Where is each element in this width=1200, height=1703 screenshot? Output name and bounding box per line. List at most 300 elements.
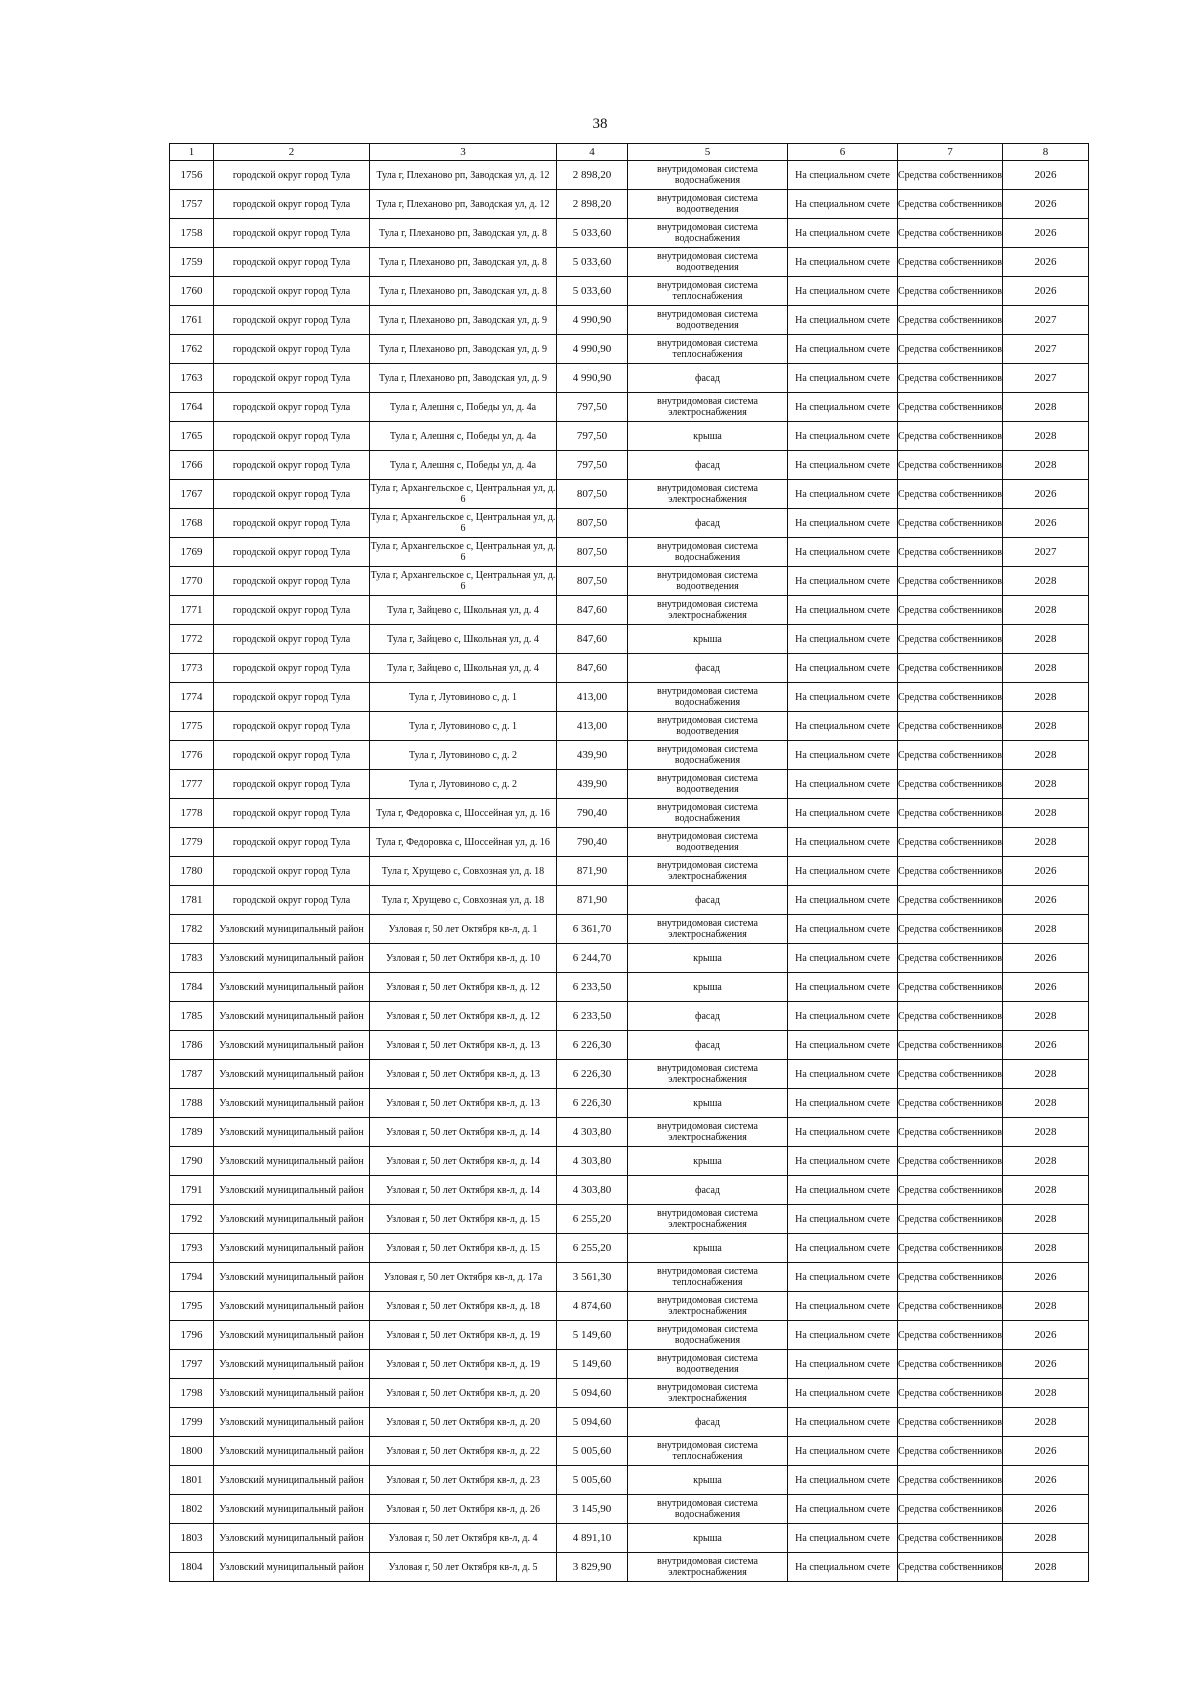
- funding-source-cell: Средства собственников: [898, 1147, 1003, 1176]
- row-number-cell: 1796: [170, 1321, 214, 1350]
- area-cell: 5 033,60: [557, 277, 628, 306]
- address-cell: Тула г, Лутовиново с, д. 1: [370, 712, 557, 741]
- fund-account-cell: На специальном счете: [788, 509, 898, 538]
- year-cell: 2027: [1003, 306, 1089, 335]
- address-cell: Узловая г, 50 лет Октября кв-л, д. 19: [370, 1321, 557, 1350]
- municipality-cell: Узловский муниципальный район: [214, 1524, 370, 1553]
- row-number-cell: 1781: [170, 886, 214, 915]
- row-number-cell: 1775: [170, 712, 214, 741]
- work-type-cell: внутридомовая система электроснабжения: [628, 1118, 788, 1147]
- area-cell: 6 226,30: [557, 1060, 628, 1089]
- table-row: [170, 944, 1089, 973]
- table-row: [170, 1466, 1089, 1495]
- area-cell: 847,60: [557, 625, 628, 654]
- work-type-cell: внутридомовая система водоотведения: [628, 567, 788, 596]
- area-cell: 871,90: [557, 886, 628, 915]
- fund-account-cell: На специальном счете: [788, 1060, 898, 1089]
- municipality-cell: городской округ город Тула: [214, 161, 370, 190]
- year-cell: 2026: [1003, 1350, 1089, 1379]
- municipality-cell: городской округ город Тула: [214, 451, 370, 480]
- area-cell: 6 226,30: [557, 1031, 628, 1060]
- row-number-cell: 1799: [170, 1408, 214, 1437]
- row-number-cell: 1783: [170, 944, 214, 973]
- row-number-cell: 1792: [170, 1205, 214, 1234]
- municipality-cell: городской округ город Тула: [214, 741, 370, 770]
- table-row: [170, 509, 1089, 538]
- year-cell: 2028: [1003, 393, 1089, 422]
- address-cell: Узловая г, 50 лет Октября кв-л, д. 19: [370, 1350, 557, 1379]
- area-cell: 847,60: [557, 654, 628, 683]
- area-cell: 5 033,60: [557, 248, 628, 277]
- fund-account-cell: На специальном счете: [788, 567, 898, 596]
- municipality-cell: Узловский муниципальный район: [214, 1031, 370, 1060]
- fund-account-cell: На специальном счете: [788, 1553, 898, 1582]
- area-cell: 5 033,60: [557, 219, 628, 248]
- row-number-cell: 1774: [170, 683, 214, 712]
- table-row: [170, 190, 1089, 219]
- municipality-cell: Узловский муниципальный район: [214, 1118, 370, 1147]
- fund-account-cell: На специальном счете: [788, 973, 898, 1002]
- column-header: 3: [370, 144, 557, 161]
- fund-account-cell: На специальном счете: [788, 625, 898, 654]
- fund-account-cell: На специальном счете: [788, 712, 898, 741]
- fund-account-cell: На специальном счете: [788, 538, 898, 567]
- work-type-cell: внутридомовая система электроснабжения: [628, 1060, 788, 1089]
- address-cell: Тула г, Зайцево с, Школьная ул, д. 4: [370, 596, 557, 625]
- row-number-cell: 1756: [170, 161, 214, 190]
- fund-account-cell: На специальном счете: [788, 1321, 898, 1350]
- year-cell: 2028: [1003, 451, 1089, 480]
- table-row: [170, 1147, 1089, 1176]
- row-number-cell: 1786: [170, 1031, 214, 1060]
- year-cell: 2026: [1003, 1031, 1089, 1060]
- municipality-cell: Узловский муниципальный район: [214, 1263, 370, 1292]
- row-number-cell: 1764: [170, 393, 214, 422]
- address-cell: Тула г, Лутовиново с, д. 1: [370, 683, 557, 712]
- funding-source-cell: Средства собственников: [898, 1350, 1003, 1379]
- work-type-cell: внутридомовая система электроснабжения: [628, 915, 788, 944]
- fund-account-cell: На специальном счете: [788, 1002, 898, 1031]
- funding-source-cell: Средства собственников: [898, 1292, 1003, 1321]
- capital-repair-table: [169, 143, 1089, 1582]
- work-type-cell: фасад: [628, 886, 788, 915]
- year-cell: 2026: [1003, 248, 1089, 277]
- work-type-cell: фасад: [628, 654, 788, 683]
- row-number-cell: 1795: [170, 1292, 214, 1321]
- address-cell: Тула г, Плеханово рп, Заводская ул, д. 9: [370, 306, 557, 335]
- funding-source-cell: Средства собственников: [898, 944, 1003, 973]
- row-number-cell: 1802: [170, 1495, 214, 1524]
- address-cell: Тула г, Федоровка с, Шоссейная ул, д. 16: [370, 799, 557, 828]
- table-row: [170, 393, 1089, 422]
- fund-account-cell: На специальном счете: [788, 1408, 898, 1437]
- municipality-cell: городской округ город Тула: [214, 509, 370, 538]
- work-type-cell: внутридомовая система водоснабжения: [628, 683, 788, 712]
- row-number-cell: 1763: [170, 364, 214, 393]
- row-number-cell: 1768: [170, 509, 214, 538]
- address-cell: Тула г, Федоровка с, Шоссейная ул, д. 16: [370, 828, 557, 857]
- funding-source-cell: Средства собственников: [898, 277, 1003, 306]
- table-row: [170, 422, 1089, 451]
- table-row: [170, 1437, 1089, 1466]
- row-number-cell: 1782: [170, 915, 214, 944]
- area-cell: 797,50: [557, 393, 628, 422]
- municipality-cell: Узловский муниципальный район: [214, 1176, 370, 1205]
- table-row: [170, 799, 1089, 828]
- municipality-cell: Узловский муниципальный район: [214, 915, 370, 944]
- address-cell: Узловая г, 50 лет Октября кв-л, д. 26: [370, 1495, 557, 1524]
- municipality-cell: городской округ город Тула: [214, 683, 370, 712]
- year-cell: 2026: [1003, 973, 1089, 1002]
- row-number-cell: 1788: [170, 1089, 214, 1118]
- fund-account-cell: На специальном счете: [788, 161, 898, 190]
- row-number-cell: 1770: [170, 567, 214, 596]
- year-cell: 2026: [1003, 219, 1089, 248]
- area-cell: 6 244,70: [557, 944, 628, 973]
- funding-source-cell: Средства собственников: [898, 248, 1003, 277]
- funding-source-cell: Средства собственников: [898, 1466, 1003, 1495]
- row-number-cell: 1803: [170, 1524, 214, 1553]
- funding-source-cell: Средства собственников: [898, 886, 1003, 915]
- address-cell: Тула г, Алешня с, Победы ул, д. 4а: [370, 393, 557, 422]
- year-cell: 2028: [1003, 654, 1089, 683]
- area-cell: 5 149,60: [557, 1321, 628, 1350]
- table-row: [170, 1321, 1089, 1350]
- area-cell: 6 233,50: [557, 973, 628, 1002]
- fund-account-cell: На специальном счете: [788, 1524, 898, 1553]
- municipality-cell: городской округ город Тула: [214, 567, 370, 596]
- year-cell: 2028: [1003, 1089, 1089, 1118]
- row-number-cell: 1793: [170, 1234, 214, 1263]
- fund-account-cell: На специальном счете: [788, 422, 898, 451]
- address-cell: Узловая г, 50 лет Октября кв-л, д. 14: [370, 1147, 557, 1176]
- area-cell: 5 094,60: [557, 1408, 628, 1437]
- work-type-cell: крыша: [628, 1466, 788, 1495]
- funding-source-cell: Средства собственников: [898, 1321, 1003, 1350]
- fund-account-cell: На специальном счете: [788, 886, 898, 915]
- table-row: [170, 364, 1089, 393]
- municipality-cell: городской округ город Тула: [214, 828, 370, 857]
- municipality-cell: Узловский муниципальный район: [214, 973, 370, 1002]
- row-number-cell: 1784: [170, 973, 214, 1002]
- work-type-cell: крыша: [628, 1524, 788, 1553]
- municipality-cell: городской округ город Тула: [214, 770, 370, 799]
- funding-source-cell: Средства собственников: [898, 567, 1003, 596]
- table-row: [170, 538, 1089, 567]
- address-cell: Узловая г, 50 лет Октября кв-л, д. 13: [370, 1060, 557, 1089]
- area-cell: 790,40: [557, 799, 628, 828]
- municipality-cell: городской округ город Тула: [214, 393, 370, 422]
- funding-source-cell: Средства собственников: [898, 1495, 1003, 1524]
- municipality-cell: Узловский муниципальный район: [214, 1060, 370, 1089]
- municipality-cell: Узловский муниципальный район: [214, 1147, 370, 1176]
- funding-source-cell: Средства собственников: [898, 1263, 1003, 1292]
- row-number-cell: 1773: [170, 654, 214, 683]
- fund-account-cell: На специальном счете: [788, 393, 898, 422]
- table-row: [170, 1379, 1089, 1408]
- address-cell: Тула г, Плеханово рп, Заводская ул, д. 9: [370, 364, 557, 393]
- work-type-cell: внутридомовая система теплоснабжения: [628, 1263, 788, 1292]
- fund-account-cell: На специальном счете: [788, 1350, 898, 1379]
- municipality-cell: городской округ город Тула: [214, 538, 370, 567]
- funding-source-cell: Средства собственников: [898, 1002, 1003, 1031]
- address-cell: Узловая г, 50 лет Октября кв-л, д. 12: [370, 973, 557, 1002]
- row-number-cell: 1778: [170, 799, 214, 828]
- funding-source-cell: Средства собственников: [898, 973, 1003, 1002]
- address-cell: Тула г, Лутовиново с, д. 2: [370, 770, 557, 799]
- column-header: 5: [628, 144, 788, 161]
- table-row: [170, 1350, 1089, 1379]
- funding-source-cell: Средства собственников: [898, 480, 1003, 509]
- table-row: [170, 1524, 1089, 1553]
- area-cell: 3 829,90: [557, 1553, 628, 1582]
- municipality-cell: Узловский муниципальный район: [214, 1408, 370, 1437]
- row-number-cell: 1757: [170, 190, 214, 219]
- year-cell: 2028: [1003, 1292, 1089, 1321]
- row-number-cell: 1800: [170, 1437, 214, 1466]
- area-cell: 2 898,20: [557, 190, 628, 219]
- year-cell: 2028: [1003, 1205, 1089, 1234]
- funding-source-cell: Средства собственников: [898, 1176, 1003, 1205]
- funding-source-cell: Средства собственников: [898, 828, 1003, 857]
- funding-source-cell: Средства собственников: [898, 1408, 1003, 1437]
- work-type-cell: крыша: [628, 1089, 788, 1118]
- address-cell: Тула г, Плеханово рп, Заводская ул, д. 9: [370, 335, 557, 364]
- year-cell: 2028: [1003, 1176, 1089, 1205]
- row-number-cell: 1771: [170, 596, 214, 625]
- work-type-cell: внутридомовая система электроснабжения: [628, 857, 788, 886]
- fund-account-cell: На специальном счете: [788, 944, 898, 973]
- address-cell: Тула г, Плеханово рп, Заводская ул, д. 8: [370, 219, 557, 248]
- address-cell: Узловая г, 50 лет Октября кв-л, д. 14: [370, 1118, 557, 1147]
- column-header: 7: [898, 144, 1003, 161]
- area-cell: 6 255,20: [557, 1205, 628, 1234]
- area-cell: 807,50: [557, 538, 628, 567]
- row-number-cell: 1801: [170, 1466, 214, 1495]
- row-number-cell: 1777: [170, 770, 214, 799]
- area-cell: 3 561,30: [557, 1263, 628, 1292]
- funding-source-cell: Средства собственников: [898, 1524, 1003, 1553]
- table-row: [170, 248, 1089, 277]
- work-type-cell: внутридомовая система электроснабжения: [628, 596, 788, 625]
- year-cell: 2028: [1003, 1553, 1089, 1582]
- funding-source-cell: Средства собственников: [898, 1379, 1003, 1408]
- funding-source-cell: Средства собственников: [898, 1089, 1003, 1118]
- year-cell: 2028: [1003, 567, 1089, 596]
- year-cell: 2028: [1003, 1147, 1089, 1176]
- municipality-cell: Узловский муниципальный район: [214, 944, 370, 973]
- address-cell: Узловая г, 50 лет Октября кв-л, д. 12: [370, 1002, 557, 1031]
- year-cell: 2028: [1003, 712, 1089, 741]
- municipality-cell: городской округ город Тула: [214, 335, 370, 364]
- row-number-cell: 1794: [170, 1263, 214, 1292]
- fund-account-cell: На специальном счете: [788, 1205, 898, 1234]
- year-cell: 2026: [1003, 277, 1089, 306]
- area-cell: 5 005,60: [557, 1466, 628, 1495]
- municipality-cell: городской округ город Тула: [214, 364, 370, 393]
- column-header: 6: [788, 144, 898, 161]
- municipality-cell: Узловский муниципальный район: [214, 1495, 370, 1524]
- municipality-cell: Узловский муниципальный район: [214, 1292, 370, 1321]
- funding-source-cell: Средства собственников: [898, 190, 1003, 219]
- work-type-cell: крыша: [628, 1147, 788, 1176]
- work-type-cell: внутридомовая система теплоснабжения: [628, 1437, 788, 1466]
- municipality-cell: Узловский муниципальный район: [214, 1002, 370, 1031]
- address-cell: Тула г, Алешня с, Победы ул, д. 4а: [370, 422, 557, 451]
- address-cell: Узловая г, 50 лет Октября кв-л, д. 13: [370, 1089, 557, 1118]
- fund-account-cell: На специальном счете: [788, 335, 898, 364]
- work-type-cell: крыша: [628, 1234, 788, 1263]
- page-number: 38: [592, 116, 608, 132]
- fund-account-cell: На специальном счете: [788, 857, 898, 886]
- funding-source-cell: Средства собственников: [898, 1031, 1003, 1060]
- funding-source-cell: Средства собственников: [898, 1437, 1003, 1466]
- address-cell: Узловая г, 50 лет Октября кв-л, д. 14: [370, 1176, 557, 1205]
- area-cell: 4 303,80: [557, 1147, 628, 1176]
- work-type-cell: крыша: [628, 973, 788, 1002]
- area-cell: 871,90: [557, 857, 628, 886]
- funding-source-cell: Средства собственников: [898, 741, 1003, 770]
- area-cell: 797,50: [557, 451, 628, 480]
- funding-source-cell: Средства собственников: [898, 1234, 1003, 1263]
- address-cell: Тула г, Архангельское с, Центральная ул, д. 6: [370, 480, 557, 509]
- year-cell: 2028: [1003, 828, 1089, 857]
- table-row: [170, 973, 1089, 1002]
- fund-account-cell: На специальном счете: [788, 596, 898, 625]
- municipality-cell: городской округ город Тула: [214, 190, 370, 219]
- funding-source-cell: Средства собственников: [898, 654, 1003, 683]
- row-number-cell: 1780: [170, 857, 214, 886]
- area-cell: 807,50: [557, 509, 628, 538]
- work-type-cell: внутридомовая система электроснабжения: [628, 393, 788, 422]
- year-cell: 2028: [1003, 799, 1089, 828]
- column-header: 4: [557, 144, 628, 161]
- table-row: [170, 161, 1089, 190]
- work-type-cell: внутридомовая система водоснабжения: [628, 161, 788, 190]
- column-header: 2: [214, 144, 370, 161]
- fund-account-cell: На специальном счете: [788, 741, 898, 770]
- year-cell: 2028: [1003, 1524, 1089, 1553]
- funding-source-cell: Средства собственников: [898, 509, 1003, 538]
- address-cell: Узловая г, 50 лет Октября кв-л, д. 15: [370, 1234, 557, 1263]
- table-row: [170, 1495, 1089, 1524]
- funding-source-cell: Средства собственников: [898, 219, 1003, 248]
- fund-account-cell: На специальном счете: [788, 770, 898, 799]
- year-cell: 2026: [1003, 480, 1089, 509]
- year-cell: 2026: [1003, 1495, 1089, 1524]
- address-cell: Тула г, Архангельское с, Центральная ул, д. 6: [370, 567, 557, 596]
- funding-source-cell: Средства собственников: [898, 451, 1003, 480]
- area-cell: 5 149,60: [557, 1350, 628, 1379]
- fund-account-cell: На специальном счете: [788, 1147, 898, 1176]
- address-cell: Тула г, Архангельское с, Центральная ул, д. 6: [370, 509, 557, 538]
- address-cell: Тула г, Зайцево с, Школьная ул, д. 4: [370, 625, 557, 654]
- table-row: [170, 1002, 1089, 1031]
- area-cell: 4 874,60: [557, 1292, 628, 1321]
- row-number-cell: 1779: [170, 828, 214, 857]
- area-cell: 4 303,80: [557, 1176, 628, 1205]
- fund-account-cell: На специальном счете: [788, 248, 898, 277]
- work-type-cell: фасад: [628, 1176, 788, 1205]
- work-type-cell: крыша: [628, 944, 788, 973]
- row-number-cell: 1766: [170, 451, 214, 480]
- table-row: [170, 1234, 1089, 1263]
- work-type-cell: внутридомовая система водоотведения: [628, 248, 788, 277]
- table-row: [170, 683, 1089, 712]
- table-row: [170, 567, 1089, 596]
- work-type-cell: внутридомовая система теплоснабжения: [628, 277, 788, 306]
- row-number-cell: 1785: [170, 1002, 214, 1031]
- funding-source-cell: Средства собственников: [898, 161, 1003, 190]
- municipality-cell: городской округ город Тула: [214, 625, 370, 654]
- row-number-cell: 1760: [170, 277, 214, 306]
- work-type-cell: фасад: [628, 1031, 788, 1060]
- year-cell: 2027: [1003, 335, 1089, 364]
- work-type-cell: внутридомовая система водоснабжения: [628, 1321, 788, 1350]
- funding-source-cell: Средства собственников: [898, 422, 1003, 451]
- municipality-cell: Узловский муниципальный район: [214, 1379, 370, 1408]
- work-type-cell: крыша: [628, 422, 788, 451]
- fund-account-cell: На специальном счете: [788, 480, 898, 509]
- address-cell: Узловая г, 50 лет Октября кв-л, д. 5: [370, 1553, 557, 1582]
- year-cell: 2026: [1003, 161, 1089, 190]
- municipality-cell: городской округ город Тула: [214, 712, 370, 741]
- funding-source-cell: Средства собственников: [898, 712, 1003, 741]
- work-type-cell: внутридомовая система электроснабжения: [628, 1292, 788, 1321]
- address-cell: Тула г, Лутовиново с, д. 2: [370, 741, 557, 770]
- year-cell: 2028: [1003, 915, 1089, 944]
- work-type-cell: фасад: [628, 364, 788, 393]
- fund-account-cell: На специальном счете: [788, 277, 898, 306]
- year-cell: 2027: [1003, 538, 1089, 567]
- fund-account-cell: На специальном счете: [788, 1466, 898, 1495]
- row-number-cell: 1804: [170, 1553, 214, 1582]
- row-number-cell: 1762: [170, 335, 214, 364]
- year-cell: 2028: [1003, 596, 1089, 625]
- row-number-cell: 1759: [170, 248, 214, 277]
- row-number-cell: 1761: [170, 306, 214, 335]
- fund-account-cell: На специальном счете: [788, 364, 898, 393]
- address-cell: Узловая г, 50 лет Октября кв-л, д. 20: [370, 1379, 557, 1408]
- address-cell: Тула г, Плеханово рп, Заводская ул, д. 12: [370, 190, 557, 219]
- municipality-cell: Узловский муниципальный район: [214, 1234, 370, 1263]
- funding-source-cell: Средства собственников: [898, 538, 1003, 567]
- work-type-cell: внутридомовая система водоотведения: [628, 1350, 788, 1379]
- municipality-cell: Узловский муниципальный район: [214, 1089, 370, 1118]
- table-body: [170, 161, 1089, 1582]
- fund-account-cell: На специальном счете: [788, 1176, 898, 1205]
- municipality-cell: Узловский муниципальный район: [214, 1466, 370, 1495]
- municipality-cell: городской округ город Тула: [214, 799, 370, 828]
- table-row: [170, 335, 1089, 364]
- work-type-cell: внутридомовая система водоснабжения: [628, 219, 788, 248]
- row-number-cell: 1769: [170, 538, 214, 567]
- work-type-cell: внутридомовая система теплоснабжения: [628, 335, 788, 364]
- year-cell: 2028: [1003, 683, 1089, 712]
- area-cell: 2 898,20: [557, 161, 628, 190]
- funding-source-cell: Средства собственников: [898, 1118, 1003, 1147]
- work-type-cell: внутридомовая система водоснабжения: [628, 799, 788, 828]
- fund-account-cell: На специальном счете: [788, 683, 898, 712]
- address-cell: Тула г, Плеханово рп, Заводская ул, д. 8: [370, 277, 557, 306]
- funding-source-cell: Средства собственников: [898, 306, 1003, 335]
- table-row: [170, 857, 1089, 886]
- year-cell: 2026: [1003, 886, 1089, 915]
- address-cell: Тула г, Хрущево с, Совхозная ул, д. 18: [370, 857, 557, 886]
- fund-account-cell: На специальном счете: [788, 1263, 898, 1292]
- work-type-cell: внутридомовая система электроснабжения: [628, 1379, 788, 1408]
- fund-account-cell: На специальном счете: [788, 1089, 898, 1118]
